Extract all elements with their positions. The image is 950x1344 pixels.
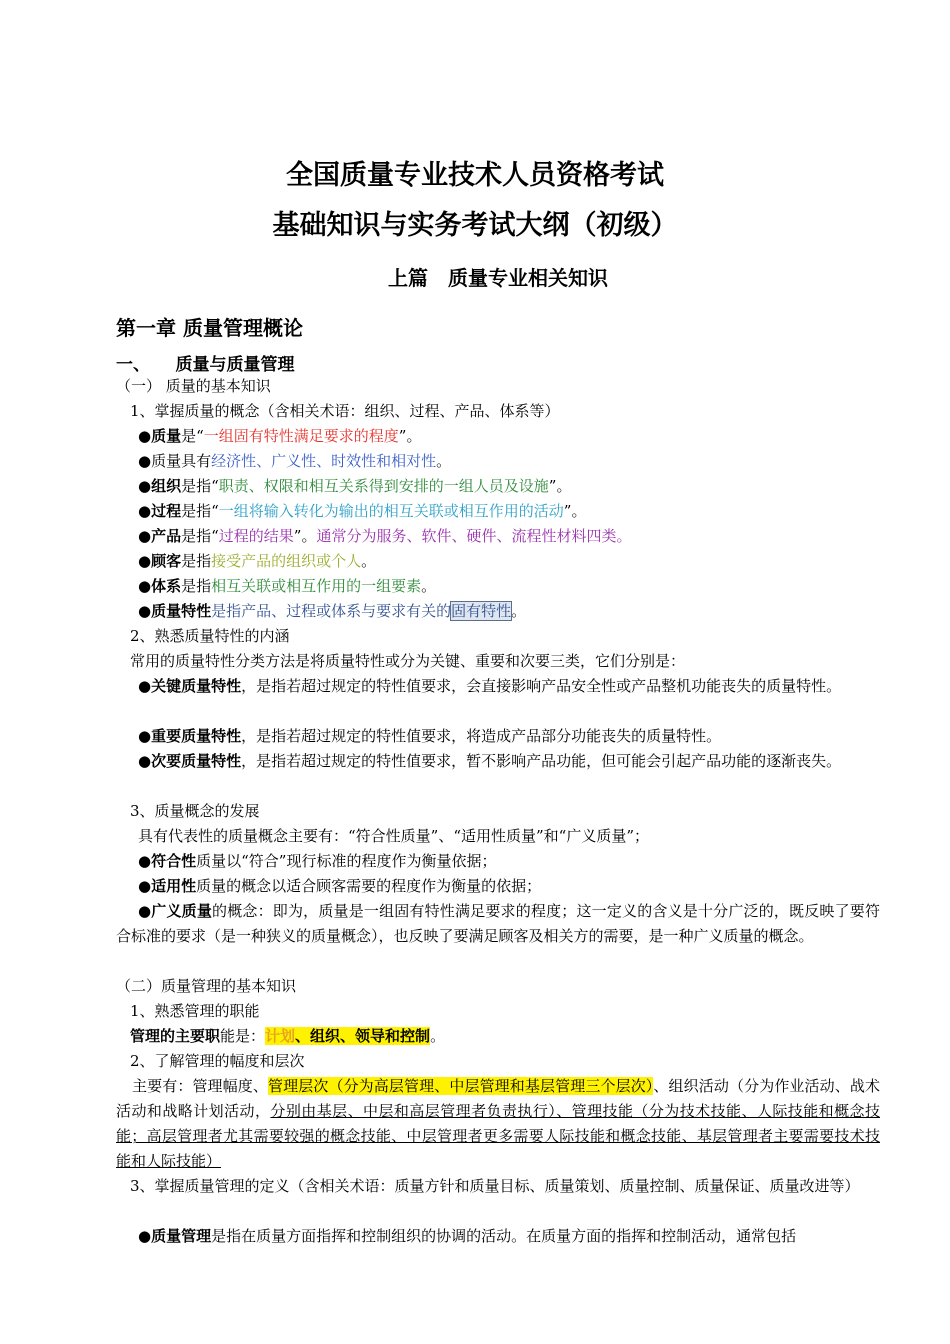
- bullet-dot: ●: [138, 427, 152, 445]
- text: 质量的概念以适合顾客需要的程度作为衡量的依据；: [196, 877, 542, 895]
- text: ，是指若超过规定的特性值要求，会直接影响产品安全性或产品整机功能丧失的质量特性。: [241, 677, 842, 695]
- item-heading: 1、掌握质量的概念（含相关术语：组织、过程、产品、体系等）: [130, 402, 560, 420]
- bullet-dot: ●: [138, 727, 152, 745]
- term: 过程: [151, 502, 182, 520]
- text: 是指产品、过程或体系与要求有关的: [211, 602, 452, 620]
- bullet-dot: ●: [138, 1227, 152, 1245]
- text: ”。: [293, 527, 317, 545]
- definition: 职责、权限和相互关系得到安排的一组人员及设施: [218, 477, 549, 495]
- text: ”。: [563, 502, 587, 520]
- definition: 接受产品的组织或个人: [211, 552, 362, 570]
- bullet-dot: ●: [138, 752, 152, 770]
- management-functions: [130, 1024, 445, 1049]
- subsection-heading: （一） 质量的基本知识: [116, 377, 271, 395]
- bullet-organization: [138, 474, 571, 499]
- term: 质量: [151, 427, 182, 445]
- text: 是指“: [181, 502, 219, 520]
- term: 顾客: [151, 552, 182, 570]
- chapter-heading: 第一章 质量管理概论: [116, 316, 303, 340]
- bullet-quality: [138, 424, 421, 449]
- minor-characteristic-para: [116, 749, 880, 774]
- key-characteristic-para: [116, 674, 880, 699]
- bullet-dot: ●: [138, 877, 152, 895]
- text: 。: [361, 552, 377, 570]
- important-characteristic-para: [138, 724, 721, 749]
- section-heading: 一、 质量与质量管理: [116, 355, 295, 375]
- bullet-conformance: [138, 849, 496, 874]
- term: 次要质量特性: [151, 752, 242, 770]
- subsection-heading: （二）质量管理的基本知识: [116, 977, 297, 995]
- term: 管理的主要职: [130, 1027, 221, 1045]
- item-heading: 3、掌握质量管理的定义（含相关术语：质量方针和质量目标、质量策划、质量控制、质量保证、质量改进等）: [130, 1177, 860, 1195]
- text: 。: [430, 1027, 446, 1045]
- definition: 一组将输入转化为输出的相互关联或相互作用的活动: [218, 502, 564, 520]
- text: 质量以“符合”现行标准的程度作为衡量依据；: [196, 852, 497, 870]
- quality-management-definition: [138, 1224, 796, 1249]
- text: ，是指若超过规定的特性值要求，将造成产品部分功能丧失的质量特性。: [241, 727, 722, 745]
- underlined-text: 分别由基层、中层和高层管理者负责执行）、管理技能（分为技术技能、人际技能和概念技能；高层管理者尤其需要较强的概念技能、中层管理者更多需要人际技能和概念技能、基层管理者主要需要技术技能和人际技能）: [116, 1102, 880, 1170]
- text: 、组织活动（分为作业活动、战术活动和战略计划活动，: [116, 1077, 880, 1120]
- text: 质量具有: [151, 452, 212, 470]
- broad-quality-para: [116, 899, 880, 949]
- term: 重要质量特性: [151, 727, 242, 745]
- term: 质量特性: [151, 602, 212, 620]
- term: 组织: [151, 477, 182, 495]
- term: 关键质量特性: [151, 677, 242, 695]
- text: 的概念：即为，质量是一组固有特性满足要求的程度；这一定义的含义是十分广泛的，既反映了要符合标准的要求（是一种狭义的质量概念），也反映了要满足顾客及相关方的需要，是一种广义质量的概念。: [116, 902, 880, 945]
- item-heading: 2、了解管理的幅度和层次: [130, 1052, 305, 1070]
- text: 能是：: [220, 1027, 266, 1045]
- definition: 固有特性: [451, 602, 512, 620]
- definition: 一组固有特性满足要求的程度: [203, 427, 399, 445]
- highlight-plan: 计划: [265, 1027, 296, 1045]
- text: 主要有：管理幅度、: [132, 1077, 269, 1095]
- term: 产品: [151, 527, 182, 545]
- bullet-dot: ●: [138, 452, 152, 470]
- text: 是指在质量方面指挥和控制组织的协调的活动。在质量方面的指挥和控制活动，通常包括: [211, 1227, 797, 1245]
- bullet-product: [138, 524, 631, 549]
- item-heading: 1、熟悉管理的职能: [130, 1002, 260, 1020]
- term: 质量管理: [151, 1227, 212, 1245]
- highlight-levels: 管理层次（分为高层管理、中层管理和基层管理三个层次）: [268, 1077, 654, 1095]
- bullet-dot: ●: [138, 852, 152, 870]
- highlight-functions: 、组织、领导和控制: [295, 1027, 431, 1045]
- item-heading: 3、质量概念的发展: [130, 802, 260, 820]
- bullet-quality-features: [138, 449, 451, 474]
- bullet-dot: ●: [138, 677, 152, 695]
- text: 是指“: [181, 477, 219, 495]
- bullet-dot: ●: [138, 577, 152, 595]
- bullet-dot: ●: [138, 527, 152, 545]
- bullet-customer: [138, 549, 376, 574]
- bullet-dot: ●: [138, 602, 152, 620]
- item-heading: 2、熟悉质量特性的内涵: [130, 627, 290, 645]
- bullet-dot: ●: [138, 477, 152, 495]
- text: 。: [436, 452, 452, 470]
- definition: 经济性、广义性、时效性和相对性: [211, 452, 437, 470]
- bullet-quality-characteristic: [138, 599, 526, 624]
- term: 符合性: [151, 852, 197, 870]
- text: ”。: [398, 427, 422, 445]
- definition-extra: 通常分为服务、软件、硬件、流程性材料四类。: [316, 527, 632, 545]
- item-description: 具有代表性的质量概念主要有：“符合性质量”、“适用性质量”和“广义质量”；: [138, 827, 650, 845]
- term: 适用性: [151, 877, 197, 895]
- bullet-process: [138, 499, 586, 524]
- bullet-dot: ●: [138, 502, 152, 520]
- text: 是指“: [181, 527, 219, 545]
- text: 。: [511, 602, 527, 620]
- text: 。: [421, 577, 437, 595]
- text: 是指: [181, 552, 212, 570]
- item-description: 常用的质量特性分类方法是将质量特性或分为关键、重要和次要三类，它们分别是：: [130, 652, 686, 670]
- text: 是“: [181, 427, 204, 445]
- definition: 相互关联或相互作用的一组要素: [211, 577, 422, 595]
- text: ”。: [548, 477, 572, 495]
- bullet-dot: ●: [138, 552, 152, 570]
- text: ，是指若超过规定的特性值要求，暂不影响产品功能，但可能会引起产品功能的逐渐丧失。: [241, 752, 842, 770]
- term: 广义质量: [151, 902, 213, 920]
- bullet-system: [138, 574, 436, 599]
- bullet-fitness: [138, 874, 541, 899]
- term: 体系: [151, 577, 182, 595]
- part-title: 上篇 质量专业相关知识: [388, 266, 608, 290]
- text: 是指: [181, 577, 212, 595]
- definition: 过程的结果: [218, 527, 294, 545]
- bullet-dot: ●: [138, 902, 152, 920]
- main-title-line1: 全国质量专业技术人员资格考试: [286, 160, 664, 191]
- main-title-line2: 基础知识与实务考试大纲（初级）: [272, 210, 678, 241]
- management-levels-para: [116, 1074, 880, 1174]
